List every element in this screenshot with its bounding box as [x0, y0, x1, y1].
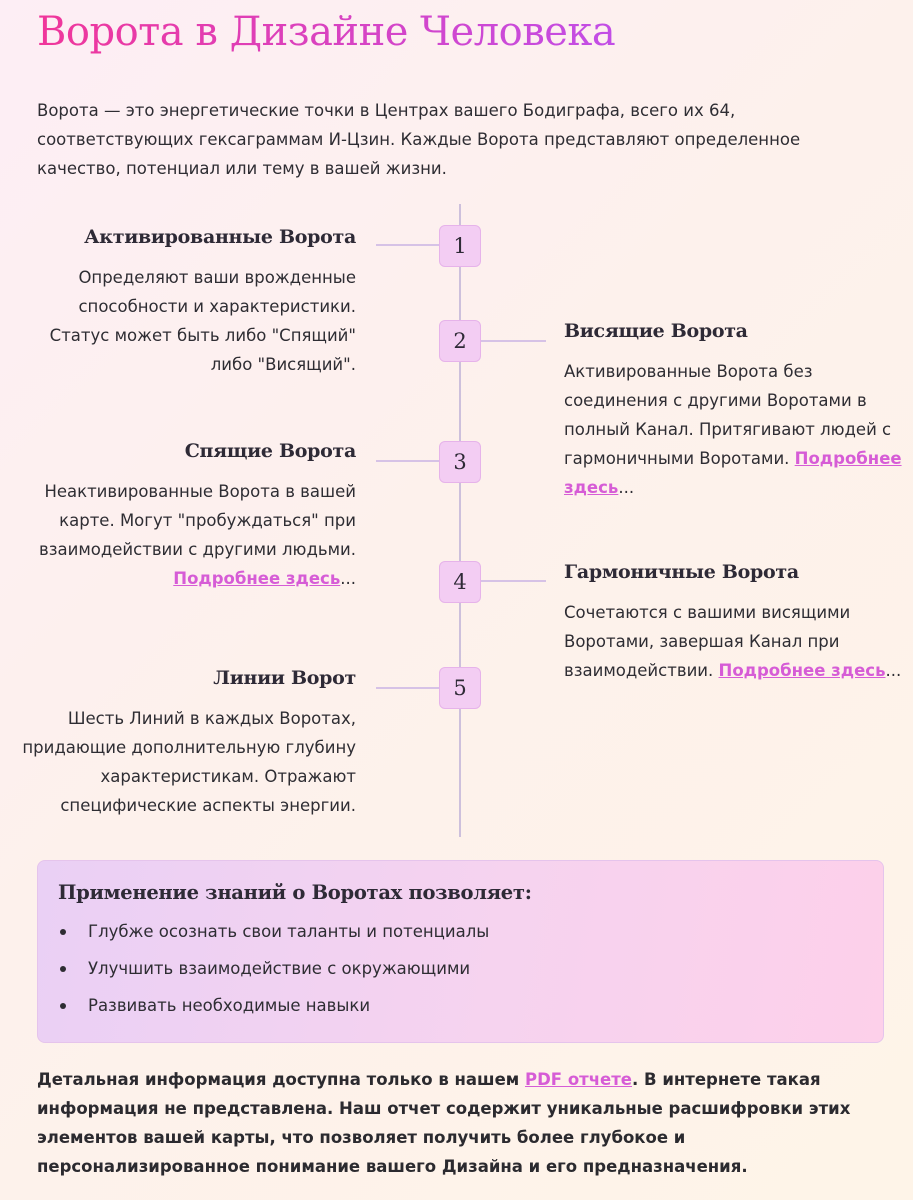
item-text: Сочетаются с вашими висящими Воротами, завершая Канал при взаимодействии. Подробнее здесь... [564, 603, 902, 680]
bullet-icon [60, 929, 66, 935]
timeline-badge-2: 2 [439, 320, 481, 362]
bullet-icon [60, 966, 66, 972]
item-title: Гармоничные Ворота [564, 561, 799, 583]
benefits-list [58, 919, 863, 1019]
item-text: Активированные Ворота без соединения с другими Воротами в полный Канал. Притягивают людей с гармоничными Воротами. Подробнее здесь... [564, 362, 902, 497]
timeline-badge-1: 1 [439, 225, 481, 267]
item-text: Неактивированные Ворота в вашей карте. Могут "пробуждаться" при взаимодействии с другими людьми. Подробнее здесь... [38, 482, 356, 588]
callout-title: Применение знаний о Воротах позволяет: [58, 881, 532, 904]
timeline-item-activated [16, 224, 356, 379]
benefits-callout [37, 860, 884, 1043]
timeline-axis [459, 204, 461, 837]
timeline-item-hanging [564, 318, 904, 502]
page-title: Ворота в Дизайне Человека [37, 4, 615, 60]
timeline-badge-5: 5 [439, 667, 481, 709]
item-title: Спящие Ворота [184, 440, 356, 462]
item-text: Шесть Линий в каждых Воротах, придающие дополнительную глубину характеристикам. Отражают специфические аспекты энергии. [22, 709, 356, 815]
more-link[interactable]: Подробнее здесь [718, 661, 886, 680]
timeline-badge-3: 3 [439, 441, 481, 483]
list-item: Развивать необходимые навыки [58, 993, 863, 1019]
timeline-item-dormant [16, 438, 356, 593]
more-link[interactable]: Подробнее здесь [173, 569, 341, 588]
more-link[interactable]: Подробнее здесь [564, 449, 902, 497]
pdf-report-link[interactable]: PDF отчете [525, 1070, 632, 1089]
item-text: Определяют ваши врожденные способности и характеристики. Статус может быть либо "Спящий" либо "Висящий". [49, 268, 356, 374]
timeline-item-lines [16, 665, 356, 820]
list-item: Улучшить взаимодействие с окружающими [58, 956, 863, 982]
footer-note: Детальная информация доступна только в нашем PDF отчете. В интернете такая информация не представлена. Наш отчет содержит уникальные расшифровки этих элементов вашей карты, что позволяет получить более глубокое и персонализированное понимание вашего Дизайна и его предназначения. [37, 1070, 851, 1176]
item-title: Висящие Ворота [564, 320, 748, 342]
intro-paragraph: Ворота — это энергетические точки в Центрах вашего Бодиграфа, всего их 64, соответствующих гексаграммам И-Цзин. Каждые Ворота представляют определенное качество, потенциал или тему в вашей жизни. [37, 101, 801, 178]
bullet-icon [60, 1003, 66, 1009]
item-title: Линии Ворот [213, 667, 356, 689]
timeline-badge-4: 4 [439, 561, 481, 603]
item-title: Активированные Ворота [84, 226, 356, 248]
timeline-item-harmonic [564, 559, 904, 685]
list-item: Глубже осознать свои таланты и потенциалы [58, 919, 863, 945]
